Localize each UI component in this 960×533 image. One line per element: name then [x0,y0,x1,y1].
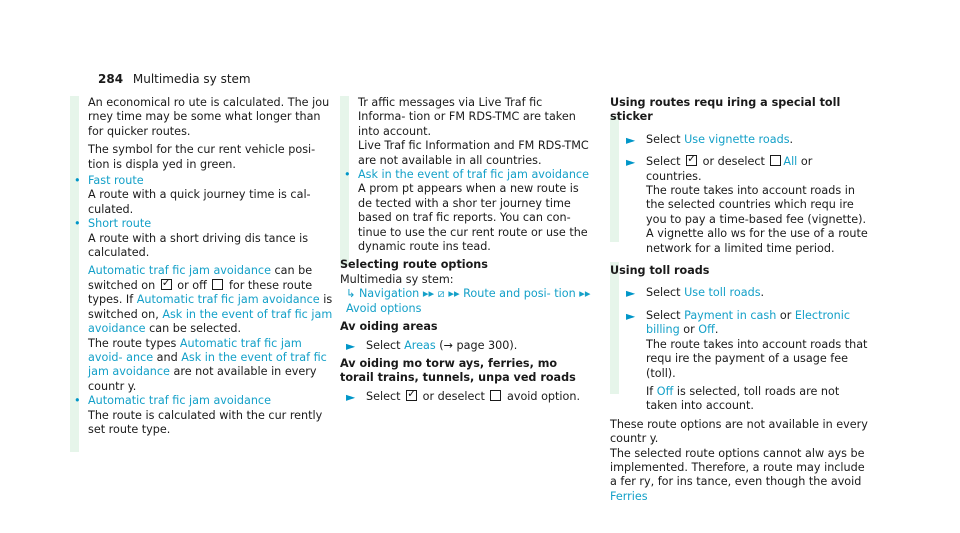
arrow-bullet-icon: ► [626,286,636,301]
payment-cash-link[interactable]: Payment in cash [684,308,777,322]
auto-jam-link[interactable]: Automatic traf fic jam avoidance [88,264,271,278]
step-item [610,286,870,300]
bullet-icon: • [344,168,351,182]
page-number: 284 [98,72,124,86]
step-item [340,390,592,404]
text: is switched on, [88,293,333,321]
nav-navigation[interactable]: Navigation [358,287,420,301]
paragraph [646,385,870,414]
nav-hook-arrow-icon: ↳ [346,287,356,301]
arrow-bullet-icon: ► [626,308,636,323]
text: (→ page 300). [435,338,518,352]
text: or [776,308,795,322]
text: or deselect [699,155,769,169]
arrow-bullet-icon: ► [626,132,636,147]
ferries-link[interactable]: Ferries [610,489,648,503]
arrow-bullet-icon: ► [346,338,356,353]
column-3 [610,96,870,504]
text: Select [646,132,685,146]
step-item [610,309,870,414]
paragraph: Live Traf fic Information and FM RDS-TMC are not available in all countries. [358,139,589,167]
areas-link[interactable]: Areas [404,338,436,352]
text: The selected route options cannot alw ays be implemented. Therefore, a route may include a fer ry, for ins tance, even though the avoid [610,446,865,489]
ask-jam-link[interactable]: Ask in the event of traf fic jam avoidance [88,350,327,379]
checked-box-icon [686,155,697,166]
paragraph: The route is calculated with the cur rently set route type. [88,408,323,436]
text: Select [646,286,685,300]
step-item [610,133,870,147]
all-link[interactable]: All [783,155,798,169]
fast-route-link[interactable]: Fast route [88,174,144,188]
toll-roads-link[interactable]: Use toll roads [684,286,761,300]
nav-path [340,287,592,316]
electronic-billing-link[interactable]: Electronic billing [646,308,851,337]
section-heading: Av oiding mo torw ays, ferries, mo torail trains, tunnels, unpa ved roads [340,356,576,385]
step-item [610,155,870,256]
section-heading: Using routes requ iring a special toll sticker [610,96,841,124]
bullet-icon: • [74,174,81,188]
list-item [340,168,592,182]
text: Select [646,308,685,322]
paragraph: Tr affic messages via Live Traf fic Informa‐ tion or FM RDS-TMC are taken into account. [358,96,576,138]
arrow-bullet-icon: ► [626,155,636,170]
text: . [760,286,765,300]
list-item [70,217,338,231]
auto-jam-link[interactable]: Automatic traf fic jam avoidance [136,293,320,307]
text: is selected, toll roads are not taken into account. [646,384,840,413]
navigation-map-icon: ⧄ [437,287,445,301]
off-link[interactable]: Off [698,323,715,337]
paragraph: The symbol for the cur rent vehicle posi‐ tion is displa yed in green. [88,143,316,171]
text: Select [366,338,405,352]
checked-box-icon [161,279,172,290]
off-link[interactable]: Off [656,384,674,398]
ask-jam-link[interactable]: Ask in the event of traf fic jam avoidance [358,168,589,182]
column-2 [340,96,592,404]
auto-jam-link[interactable]: Automatic traf fic jam avoid‐ ance [88,336,302,364]
text: Select [646,155,685,169]
text: . [789,132,794,146]
paragraph: An economical ro ute is calculated. The jou rney time may be some what longer than for quicker routes. [88,96,330,138]
paragraph: The route takes into account roads that requ ire the payment of a usage fee (toll). [646,337,868,380]
ask-jam-link[interactable]: Ask in the event of traf fic jam avoidance [88,307,333,336]
text: If [646,384,657,398]
vignette-link[interactable]: Use vignette roads [684,132,790,146]
text: . [714,323,719,337]
bullet-icon: • [74,217,81,231]
nav-avoid-options[interactable]: Avoid options [346,301,422,315]
paragraph: The route takes into account roads in the selected countries which requ ire you to pay a time-based fee (vignette). A vignette allo ws for the use of a route network for a limited time period. [646,184,868,255]
double-chevron-icon: ▸▸ [448,287,460,301]
text: for these route types. If [88,278,313,307]
text: The route types [88,336,180,350]
double-chevron-icon: ▸▸ [579,287,591,301]
section-heading: Av oiding areas [340,320,438,334]
paragraph: A route with a short driving dis tance is calculated. [88,231,309,260]
auto-jam-link[interactable]: Automatic traf fic jam avoidance [88,394,271,408]
paragraph [88,337,338,395]
text: or deselect [419,389,489,403]
paragraph: A prom pt appears when a new route is de tected with a shor ter journey time based on traf fic reports. You can con‐ tinue to use the cur rent route or use the dynamic route ins tead. [358,182,588,254]
empty-box-icon [770,155,781,166]
list-item [70,174,338,188]
short-route-link[interactable]: Short route [88,217,152,231]
empty-box-icon [490,390,501,401]
paragraph: These route options are not available in every countr y. [610,417,868,446]
empty-box-icon [212,279,223,290]
text: or [679,323,699,337]
paragraph: Multimedia sy stem: [340,272,454,286]
text: avoid option. [503,389,580,403]
column-1 [70,96,338,437]
checked-box-icon [406,390,417,401]
paragraph [610,447,870,505]
text: Select [366,389,405,403]
paragraph [88,264,338,336]
list-item [70,394,338,408]
text: can be switched on [88,264,313,292]
double-chevron-icon: ▸▸ [422,287,435,301]
text: and [153,350,182,364]
bullet-icon: • [74,394,81,408]
section-heading: Selecting route options [340,258,488,272]
text: or countries. [646,155,813,183]
nav-route-position[interactable]: Route and posi‐ tion [463,287,576,301]
arrow-bullet-icon: ► [346,389,356,404]
step-item [340,339,592,353]
section-heading: Using toll roads [610,264,710,278]
paragraph: A route with a quick journey time is cal‐ culated. [88,188,311,216]
text: or off [173,278,211,292]
text: are not available in every countr y. [88,365,317,393]
text: can be selected. [145,322,242,336]
page-header [98,72,251,86]
page-title: Multimedia sy stem [132,72,251,86]
